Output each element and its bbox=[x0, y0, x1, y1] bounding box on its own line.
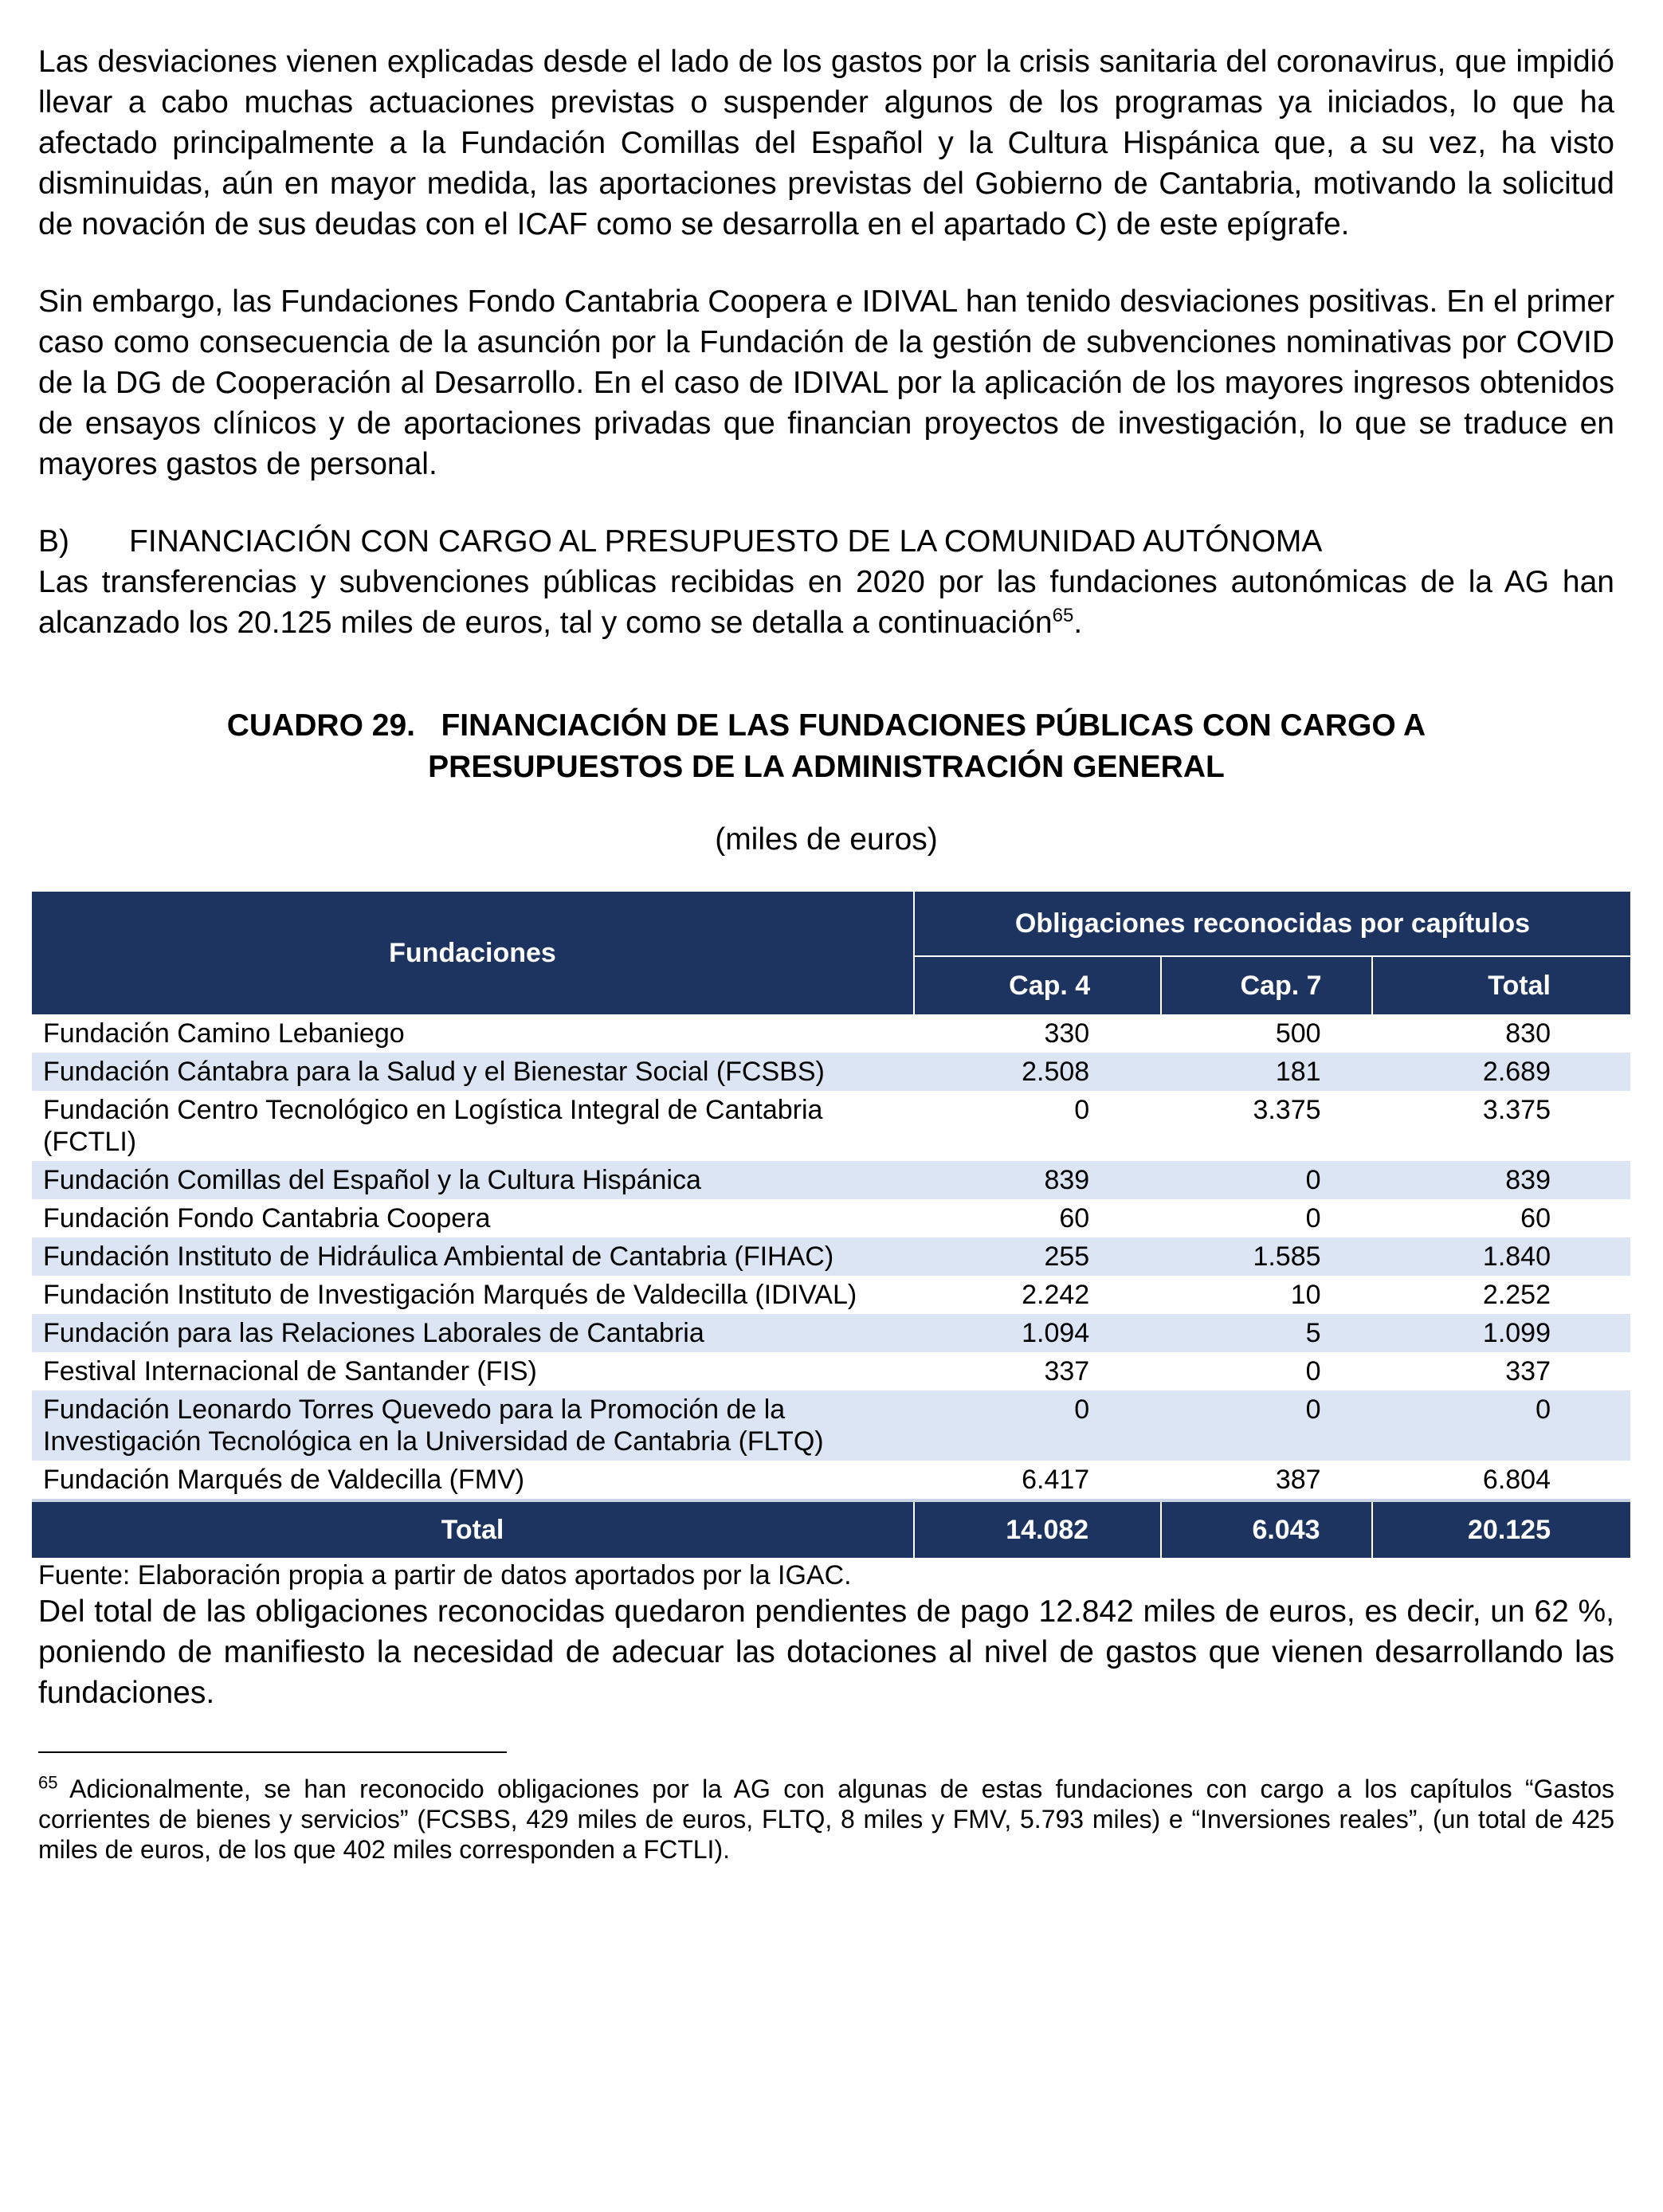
row-total: 337 bbox=[1505, 1356, 1551, 1386]
total-total: 20.125 bbox=[1372, 1500, 1630, 1558]
paragraph-deviations: Las desviaciones vienen explicadas desde el lado de los gastos por la crisis sanitaria del coronavirus, que impidió llevar a cabo muchas actuaciones previstas o suspender algunos de los programas ya iniciados, lo que ha afectado principalmente a la Fundación Comillas del Español y la Cultura Hispánica que, a su vez, ha visto disminuidas, aún en mayor medida, las aportaciones previstas del Gobierno de Cantabria, motivando la solicitud de novación de sus deudas con el ICAF como se desarrolla en el apartado C) de este epígrafe. bbox=[38, 45, 1614, 241]
row-name: Fundación Centro Tecnológico en Logística Integral de Cantabria (FCTLI) bbox=[43, 1095, 823, 1157]
row-cap7: 3.375 bbox=[1253, 1095, 1321, 1125]
table-row bbox=[32, 1014, 1630, 1053]
row-cap4: 1.094 bbox=[914, 1314, 1161, 1352]
row-total: 2.689 bbox=[1372, 1053, 1630, 1091]
header-cap7: Cap. 7 bbox=[1161, 956, 1371, 1014]
table-row bbox=[32, 1199, 1630, 1237]
table-row bbox=[32, 1237, 1630, 1276]
paragraph-positive-deviations: Sin embargo, las Fundaciones Fondo Cantabria Coopera e IDIVAL han tenido desviaciones positivas. En el primer caso como consecuencia de la asunción por la Fundación de la gestión de subvenciones nominativas por COVID de la DG de Cooperación al Desarrollo. En el caso de IDIVAL por la aplicación de los mayores ingresos obtenidos de ensayos clínicos y de aportaciones privadas que financian proyectos de investigación, lo que se traduce en mayores gastos de personal. bbox=[38, 284, 1614, 481]
row-name: Fundación Camino Lebaniego bbox=[43, 1018, 405, 1049]
row-total: 3.375 bbox=[1482, 1095, 1551, 1125]
row-total: 60 bbox=[1520, 1203, 1551, 1233]
row-name: Fundación Cántabra para la Salud y el Bienestar Social (FCSBS) bbox=[32, 1053, 914, 1091]
row-cap7: 0 bbox=[1305, 1203, 1321, 1233]
table-title-line-2: PRESUPUESTOS DE LA ADMINISTRACIÓN GENERAL bbox=[428, 750, 1225, 784]
row-name: Festival Internacional de Santander (FIS) bbox=[43, 1356, 537, 1386]
row-name: Fundación Leonardo Torres Quevedo para la Promoción de la Investigación Tecnológica en la Universidad de Cantabria (FLTQ) bbox=[32, 1390, 914, 1461]
row-cap4: 255 bbox=[914, 1237, 1161, 1276]
financing-table bbox=[32, 892, 1630, 1558]
table-title-line-1: CUADRO 29. FINANCIACIÓN DE LAS FUNDACIONES PÚBLICAS CON CARGO A bbox=[226, 708, 1426, 743]
row-total: 839 bbox=[1372, 1161, 1630, 1199]
table-row bbox=[32, 1053, 1630, 1091]
intro-end: . bbox=[1073, 606, 1083, 640]
row-cap7: 387 bbox=[1275, 1465, 1321, 1495]
intro-text: Las transferencias y subvenciones públicas recibidas en 2020 por las fundaciones autonómicas de la AG han alcanzado los 20.125 miles de euros, tal y como se detalla a continuación bbox=[38, 565, 1614, 640]
row-cap4: 60 bbox=[1059, 1203, 1090, 1233]
row-total: 1.099 bbox=[1372, 1314, 1630, 1352]
header-fundaciones: Fundaciones bbox=[32, 892, 914, 1014]
total-label: Total bbox=[32, 1500, 914, 1558]
row-name: Fundación Instituto de Investigación Marqués de Valdecilla (IDIVAL) bbox=[43, 1280, 857, 1310]
table-row bbox=[32, 1461, 1630, 1500]
row-total: 0 bbox=[1372, 1390, 1630, 1461]
row-cap4: 6.417 bbox=[1022, 1465, 1090, 1495]
total-row bbox=[32, 1500, 1630, 1558]
section-title: FINANCIACIÓN CON CARGO AL PRESUPUESTO DE LA COMUNIDAD AUTÓNOMA bbox=[129, 524, 1323, 559]
table-row bbox=[32, 1276, 1630, 1314]
row-cap4: 0 bbox=[1074, 1095, 1090, 1125]
footnote-number: 65 bbox=[38, 1772, 58, 1793]
paragraph-closing: Del total de las obligaciones reconocidas quedaron pendientes de pago 12.842 miles de euros, es decir, un 62 %, poniendo de manifiesto la necesidad de adecuar las dotaciones al nivel de gastos que vienen desarrollando las fundaciones. bbox=[38, 1594, 1614, 1710]
header-cap4: Cap. 4 bbox=[914, 956, 1161, 1014]
footnote-divider bbox=[38, 1751, 507, 1753]
row-name: Fundación Fondo Cantabria Coopera bbox=[43, 1203, 491, 1233]
row-cap7: 0 bbox=[1161, 1390, 1371, 1461]
table-row bbox=[32, 1314, 1630, 1352]
row-total: 2.252 bbox=[1482, 1280, 1551, 1310]
table-row bbox=[32, 1161, 1630, 1199]
row-cap7: 0 bbox=[1305, 1356, 1321, 1386]
header-obligaciones: Obligaciones reconocidas por capítulos bbox=[914, 892, 1630, 956]
row-name: Fundación Comillas del Español y la Cultura Hispánica bbox=[32, 1161, 914, 1199]
table-row bbox=[32, 1390, 1630, 1461]
total-cap7: 6.043 bbox=[1161, 1500, 1371, 1558]
total-cap4: 14.082 bbox=[914, 1500, 1161, 1558]
row-name: Fundación para las Relaciones Laborales de Cantabria bbox=[32, 1314, 914, 1352]
table-units: (miles de euros) bbox=[715, 822, 938, 857]
row-cap7: 0 bbox=[1161, 1161, 1371, 1199]
footnote-text: Adicionalmente, se han reconocido obligaciones por la AG con algunas de estas fundaciones con cargo a los capítulos “Gastos corrientes de bienes y servicios” (FCSBS, 429 miles de euros, FLTQ, 8 miles y FMV, 5.793 miles) e “Inversiones reales”, (un total de 425 miles de euros, de los que 402 miles corresponden a FCTLI). bbox=[38, 1775, 1614, 1864]
row-name: Fundación Marqués de Valdecilla (FMV) bbox=[43, 1465, 525, 1495]
row-name: Fundación Instituto de Hidráulica Ambiental de Cantabria (FIHAC) bbox=[32, 1237, 914, 1276]
row-cap7: 10 bbox=[1290, 1280, 1321, 1310]
section-heading bbox=[38, 521, 1614, 562]
header-total: Total bbox=[1372, 956, 1630, 1014]
footnote bbox=[38, 1774, 1614, 1865]
document-page bbox=[38, 41, 1614, 1865]
row-cap4: 2.508 bbox=[914, 1053, 1161, 1091]
table-row bbox=[32, 1352, 1630, 1390]
footnote-ref[interactable]: 65 bbox=[1052, 605, 1074, 626]
paragraph-intro bbox=[38, 562, 1614, 643]
table-source: Fuente: Elaboración propia a partir de datos aportados por la IGAC. bbox=[38, 1560, 852, 1590]
row-cap4: 0 bbox=[914, 1390, 1161, 1461]
row-total: 830 bbox=[1505, 1018, 1551, 1049]
row-cap7: 500 bbox=[1275, 1018, 1321, 1049]
row-cap4: 330 bbox=[1044, 1018, 1090, 1049]
row-total: 1.840 bbox=[1372, 1237, 1630, 1276]
row-cap4: 839 bbox=[914, 1161, 1161, 1199]
row-cap7: 5 bbox=[1161, 1314, 1371, 1352]
row-cap7: 1.585 bbox=[1161, 1237, 1371, 1276]
row-cap4: 337 bbox=[1044, 1356, 1090, 1386]
table-title bbox=[38, 705, 1614, 788]
section-number: B) bbox=[38, 524, 69, 559]
row-cap7: 181 bbox=[1161, 1053, 1371, 1091]
table-row bbox=[32, 1091, 1630, 1161]
row-total: 6.804 bbox=[1482, 1465, 1551, 1495]
row-cap4: 2.242 bbox=[1022, 1280, 1090, 1310]
